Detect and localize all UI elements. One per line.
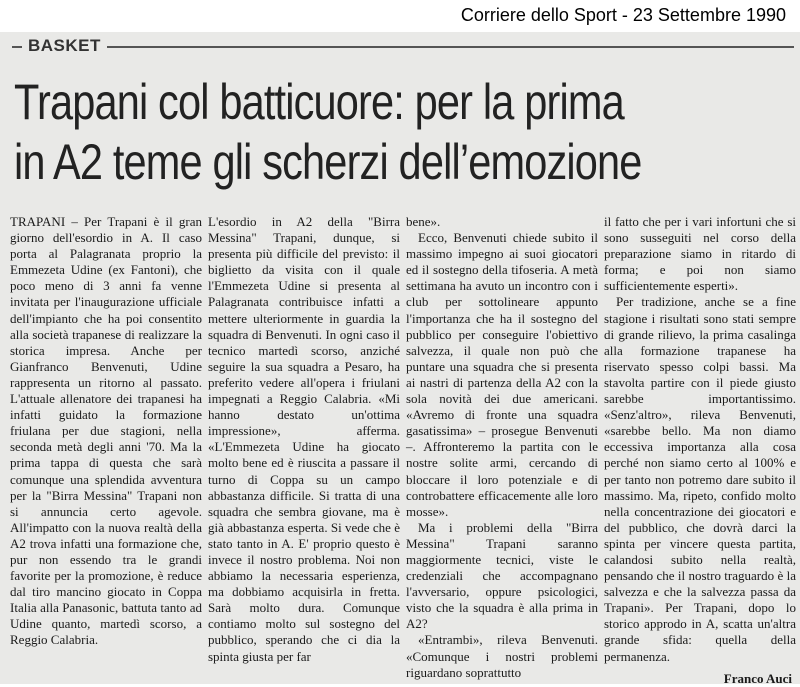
paragraph: Ecco, Benvenuti chiede subito il massimo impegno ai suoi giocatori ed il sostegno della tifoseria. A metà settimana ha avuto un incontro con i club per sottolineare appunto l'importanza che ha il sostegno del pubblico per conseguire l'obiettivo salvezza, il quale non può che puntare una squadra che si presenta ai nastri di partenza della A2 con la sola novità dei due americani. «Avremo di fronte una squadra gasatissima» – prosegue Benvenuti –. Affronteremo la partita con le nostre solite armi, cercando di bloccare il loro potenziale e di controbattere efficacemente alle loro mosse». xyxy=(406,230,598,519)
article-body xyxy=(10,214,796,686)
article-column-3 xyxy=(406,214,598,678)
paragraph: L'esordio in A2 della "Birra Messina" Trapani, dunque, si presenta più difficile del previsto: il biglietto da visita con il quale l'Emmezeta Udine si presenta al Palagranata contribuisce infatti a mettere ulteriormente in guardia la squadra di Benvenuti. In ogni caso il tecnico martedì scorso, anziché seguire la sua squadra a Pesaro, ha preferito vedere all'opera i friulani impegnati a Reggio Calabria. «Mi hanno destato un'ottima impressione», afferma. «L'Emmezeta Udine ha giocato molto bene ed è riuscita a passare il turno di Coppa su un campo abbastanza difficile. Si tratta di una squadra che sembra giovane, ma è già abbastanza esperta. Si vede che è stato tanto in A. E' proprio questo è invece il nostro problema. Noi non abbiamo la necessaria esperienza, ma dobbiamo acquisirla in fretta. Sarà molto dura. Comunque contiamo molto sul sostegno del pubblico, sperando che ci dia la spinta giusta per far xyxy=(208,214,400,664)
paragraph: il fatto che per i vari infortuni che si sono susseguiti nel corso della preparazione siamo in ritardo di forma; e poi non siamo sufficientemente esperti». xyxy=(604,214,796,294)
source-bar xyxy=(0,0,800,32)
source-caption: Corriere dello Sport - 23 Settembre 1990 xyxy=(460,5,786,25)
section-label: BASKET xyxy=(22,36,107,56)
paragraph: TRAPANI – Per Trapani è il gran giorno dell'esordio in A. Il caso porta al Palagranata proprio la Emmezeta Udine (ex Fantoni), che poco meno di 3 anni fa venne invitata per l'inaugurazione ufficiale dell'impianto che ha poi consentito alla società trapanese di realizzare la storica impresa. Anche per Gianfranco Benvenuti, Udine rappresenta un ritorno al passato. L'attuale allenatore dei trapanesi ha infatti guidato la formazione friulana per due stagioni, nella seconda metà degli anni '70. Ma la prima tappa di questa che sarà comunque una splendida avventura per la "Birra Messina" Trapani non si annuncia certo agevole. All'impatto con la nuova realtà della A2 trova infatti una formazione che, pur non essendo tra le grandi favorite per la promozione, è reduce dal tiro mancino giocato in Coppa Italia alla Panasonic, battuta tanto ad Udine quanto, martedì scorso, a Reggio Calabria. xyxy=(10,214,202,648)
headline-line-1: Trapani col batticuore: per la prima xyxy=(14,74,624,130)
paragraph: bene». xyxy=(406,214,441,229)
article-column-2 xyxy=(208,214,400,678)
article-column-1 xyxy=(10,214,202,678)
section-rule xyxy=(12,46,794,48)
article-column-4 xyxy=(604,214,796,686)
paragraph: Per tradizione, anche se a fine stagione i risultati sono stati sempre di grande rilievo, la prima casalinga alla formazione trapanese ha riservato spesso colpi bassi. Ma stavolta partire con il piede giusto sarebbe importantissimo. «Senz'altro», rileva Benvenuti, «sarebbe bello. Ma non diamo eccessiva importanza alla cosa perché non siamo certo al 100% e per tanto non potremo dare subito il massimo. Ma, ripeto, confido molto nella concentrazione dei giocatori e del pubblico, che dovrà darci la spinta per vincere questa partita, calandosi subito nella realtà, pensando che il nostro traguardo è la salvezza e che la salvezza passa da Trapani». Per Trapani, dopo lo storico approdo in A, scatta un'altra grande sfida: quella della permanenza. xyxy=(604,294,796,664)
headline xyxy=(14,72,661,192)
author-signature: Franco Auci xyxy=(723,670,792,686)
paragraph: «Entrambi», rileva Benvenuti. «Comunque i nostri problemi riguardano soprattutto xyxy=(406,632,598,680)
headline-line-2: in A2 teme gli scherzi dell’emozione xyxy=(14,134,642,190)
paragraph: Ma i problemi della "Birra Messina" Trapani saranno maggiormente tecnici, viste le credenziali che accompagnano l'avversario, oppure psicologici, visto che la squadra è alla prima in A2? xyxy=(406,519,598,632)
